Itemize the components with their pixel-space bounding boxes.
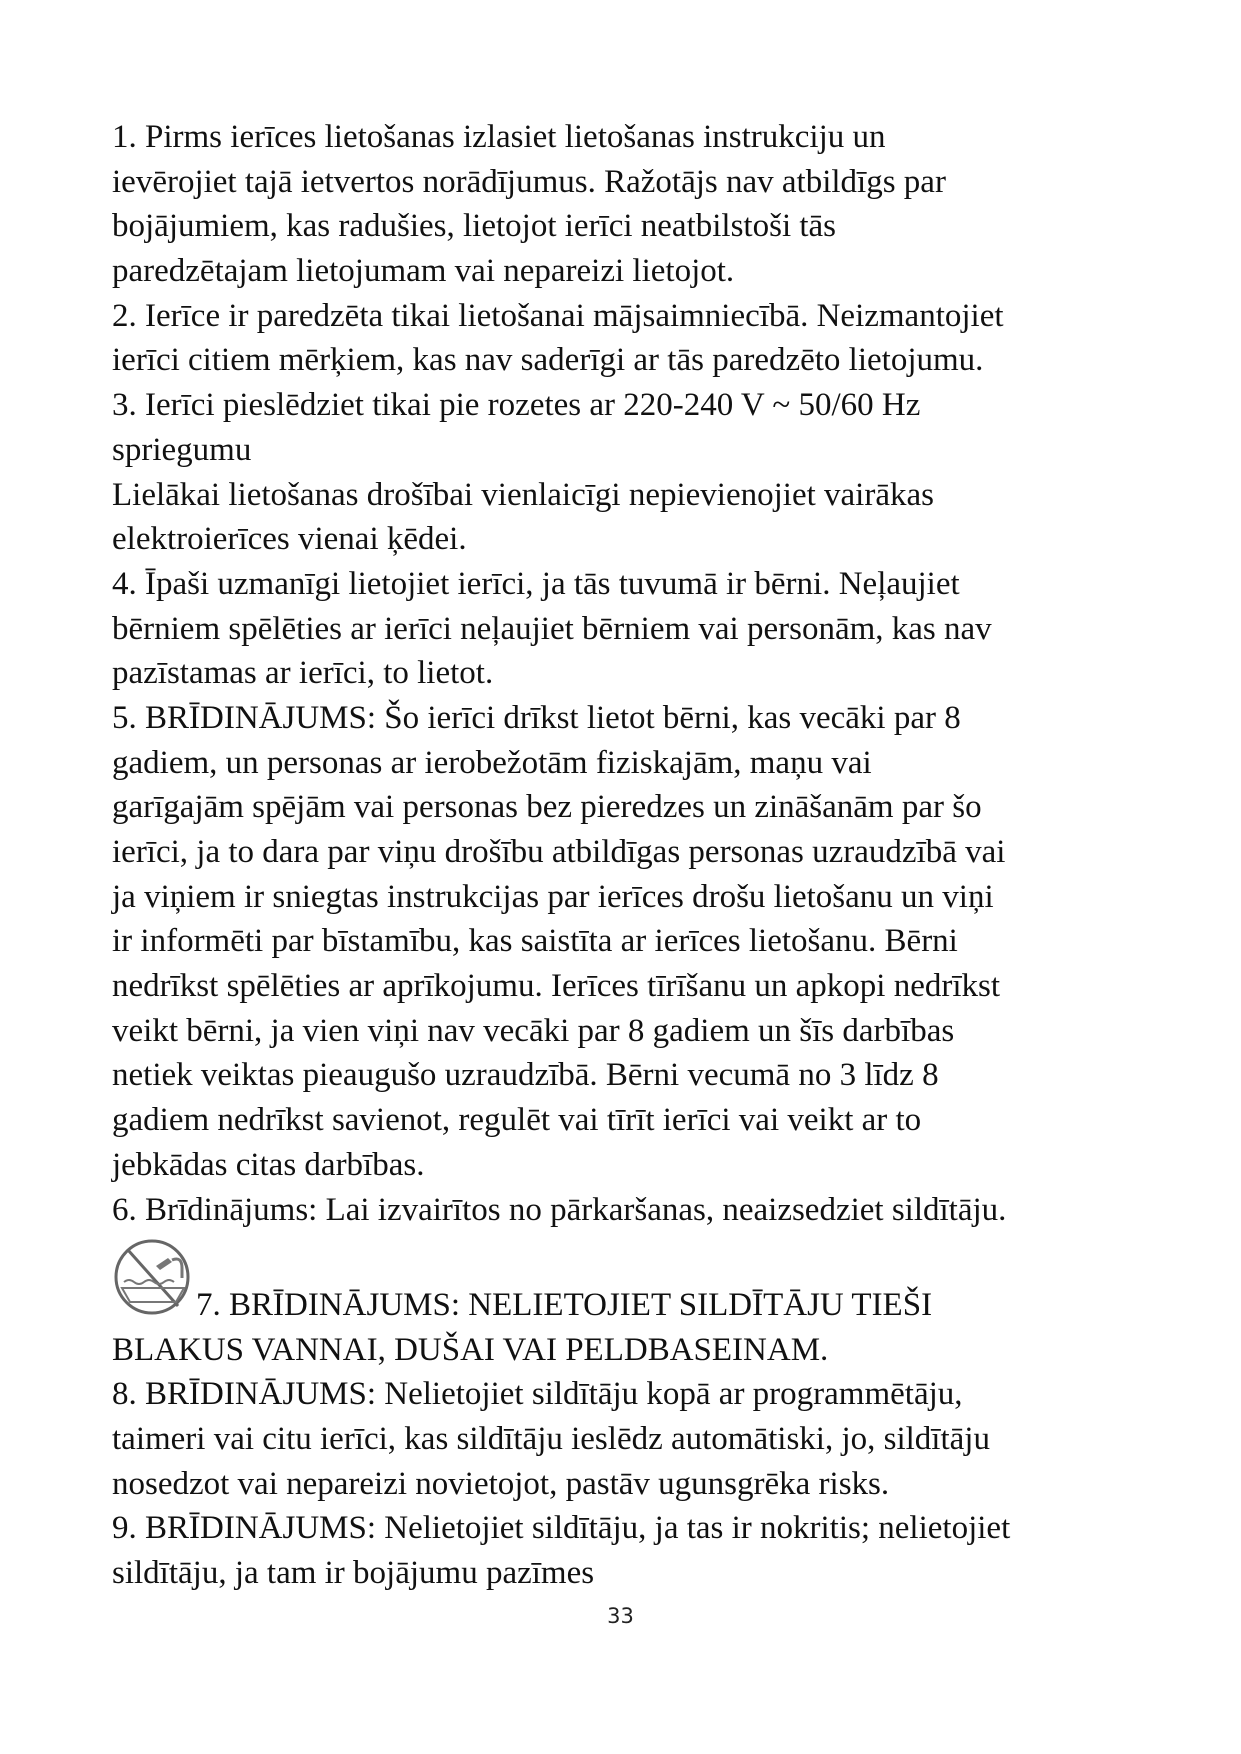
text-line: 8. BRĪDINĀJUMS: Nelietojiet sildītāju kopā ar programmētāju, [112, 1376, 963, 1413]
text-line: nosedzot vai nepareizi novietojot, pastāv ugunsgrēka risks. [112, 1465, 890, 1502]
text-line: 4. Īpaši uzmanīgi lietojiet ierīci, ja tās tuvumā ir bērni. Neļaujiet [112, 565, 960, 602]
text-line: spriegumu [112, 431, 252, 468]
text-line: 3. Ierīci pieslēdziet tikai pie rozetes ar 220-240 V ~ 50/60 Hz [112, 387, 921, 424]
text-line: 6. Brīdinājums: Lai izvairītos no pārkaršanas, neaizsedziet sildītāju. [112, 1191, 1007, 1228]
text-line: ir informēti par bīstamību, kas saistīta ar ierīces lietošanu. Bērni [112, 923, 958, 960]
text-line: Lielākai lietošanas drošībai vienlaicīgi nepievienojiet vairākas [112, 476, 934, 513]
text-line: netiek veiktas pieaugušo uzraudzībā. Bērni vecumā no 3 līdz 8 [112, 1057, 939, 1094]
text-line: veikt bērni, ja vien viņi nav vecāki par 8 gadiem un šīs darbības [112, 1012, 955, 1049]
safety-text-part-2 [112, 1283, 1010, 1596]
text-line: jebkādas citas darbības. [112, 1146, 425, 1183]
text-line: garīgajām spējām vai personas bez pieredzes un zināšanām par šo [112, 789, 982, 826]
text-line: bērniem spēlēties ar ierīci neļaujiet bērniem vai personām, kas nav [112, 610, 992, 647]
text-line: paredzētajam lietojumam vai nepareizi lietojot. [112, 253, 735, 290]
text-line: ja viņiem ir sniegtas instrukcijas par ierīces drošu lietošanu un viņi [112, 878, 994, 915]
text-line: gadiem, un personas ar ierobežotām fiziskajām, maņu vai [112, 744, 872, 781]
text-line: taimeri vai citu ierīci, kas sildītāju ieslēdz automātiski, jo, sildītāju [112, 1421, 990, 1458]
text-line: BLAKUS VANNAI, DUŠAI VAI PELDBASEINAM. [112, 1331, 829, 1368]
text-line: elektroierīces vienai ķēdei. [112, 521, 467, 558]
text-line: pazīstamas ar ierīci, to lietot. [112, 655, 494, 692]
safety-text-part-1 [112, 115, 1006, 1232]
text-line: nedrīkst spēlēties ar aprīkojumu. Ierīces tīrīšanu un apkopi nedrīkst [112, 968, 1001, 1005]
text-line: gadiem nedrīkst savienot, regulēt vai tīrīt ierīci vai veikt ar to [112, 1102, 922, 1139]
text-line: 7. BRĪDINĀJUMS: NELIETOJIET SILDĪTĀJU TIEŠI [196, 1287, 933, 1323]
text-line: 1. Pirms ierīces lietošanas izlasiet lietošanas instrukciju un [112, 119, 886, 155]
text-line: 9. BRĪDINĀJUMS: Nelietojiet sildītāju, ja tas ir nokritis; nelietojiet [112, 1510, 1011, 1547]
text-line: sildītāju, ja tam ir bojājumu pazīmes [112, 1555, 595, 1592]
text-line: 2. Ierīce ir paredzēta tikai lietošanai mājsaimniecībā. Neizmantojiet [112, 297, 1004, 334]
text-line: ievērojiet tajā ietvertos norādījumus. Ražotājs nav atbildīgs par [112, 163, 946, 200]
text-line: ierīci citiem mērķiem, kas nav saderīgi ar tās paredzēto lietojumu. [112, 342, 984, 379]
page-number: 33 [607, 1604, 634, 1628]
text-line: bojājumiem, kas radušies, lietojot ierīci neatbilstoši tās [112, 208, 837, 245]
text-line: ierīci, ja to dara par viņu drošību atbildīgas personas uzraudzībā vai [112, 834, 1006, 870]
text-line: 5. BRĪDINĀJUMS: Šo ierīci drīkst lietot bērni, kas vecāki par 8 [112, 699, 961, 736]
